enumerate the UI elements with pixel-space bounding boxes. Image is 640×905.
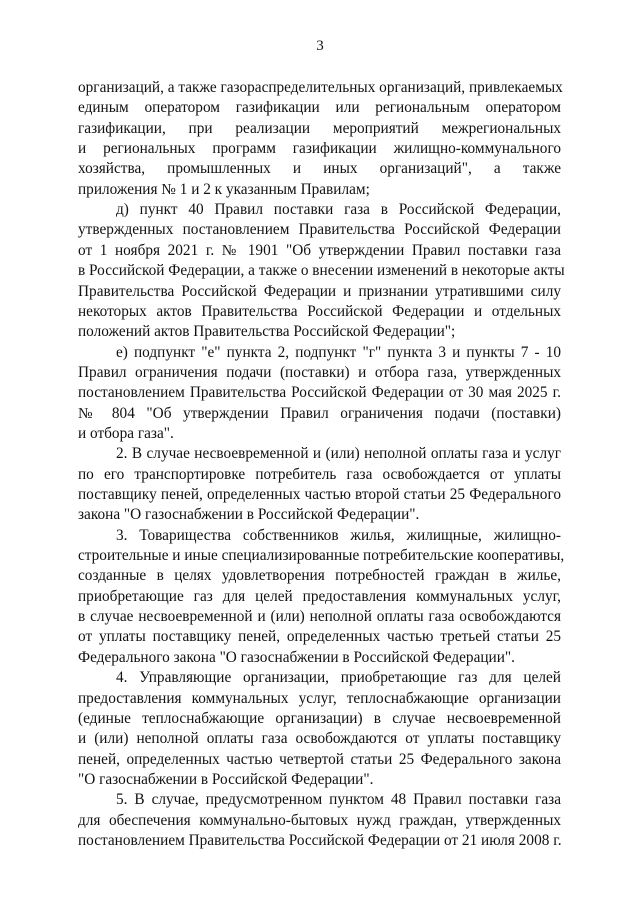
text-line: 5. В случае, предусмотренном пунктом 48 Правил поставки газа — [116, 791, 561, 809]
text-line: от уплаты поставщику пеней, определенных частью третьей статьи 25 — [78, 628, 561, 646]
text-line: в Российской Федерации, а также о внесении изменений в некоторые акты — [78, 262, 565, 280]
text-line: 3. Товарищества собственников жилья, жилищные, жилищно- — [116, 526, 561, 544]
text-line: пеней, определенных частью четвертой статьи 25 Федерального закона — [78, 750, 561, 768]
text-line: положений актов Правительства Российской Федерации"; — [78, 323, 456, 341]
text-line: поставщику пеней, определенных частью второй статьи 25 Федерального — [78, 486, 561, 503]
text-line: утвержденных постановлением Правительства Российской Федерации — [78, 221, 561, 239]
text-line: и региональных программ газификации жилищно-коммунального — [78, 140, 561, 158]
text-line: и (или) неполной оплаты газа освобождаются от уплаты поставщику — [78, 730, 561, 748]
text-line: д) пункт 40 Правил поставки газа в Российской Федерации, — [116, 201, 561, 219]
text-line: № 804 "Об утверждении Правил ограничения подачи (поставки) — [78, 404, 561, 422]
text-line: для обеспечения коммунально-бытовых нужд граждан, утвержденных — [78, 811, 561, 829]
text-line: Правительства Российской Федерации и признании утратившими силу — [78, 282, 561, 300]
text-line: организаций, а также газораспределительных организаций, привлекаемых — [78, 79, 563, 96]
text-line: приобретающие газ для целей предоставления коммунальных услуг, — [78, 587, 561, 605]
text-line: приложения № 1 и 2 к указанным Правилам; — [78, 180, 370, 198]
text-line: строительные и иные специализированные потребительские кооперативы, — [78, 547, 565, 565]
text-line: 2. В случае несвоевременной и (или) неполной оплаты газа и услуг — [116, 445, 561, 463]
text-line: Федерального закона "О газоснабжении в Российской Федерации". — [78, 648, 515, 666]
text-line: некоторых актов Правительства Российской Федерации и отдельных — [78, 302, 561, 320]
text-line: (единые теплоснабжающие организации) в случае несвоевременной — [78, 709, 561, 727]
text-line: и отбора газа". — [78, 424, 174, 442]
text-line: газификации, при реализации мероприятий межрегиональных — [78, 119, 561, 137]
text-line: от 1 ноября 2021 г. № 1901 "Об утверждении Правил поставки газа — [78, 241, 561, 259]
text-line: закона "О газоснабжении в Российской Федерации". — [78, 506, 420, 524]
text-line: "О газоснабжении в Российской Федерации". — [78, 770, 374, 788]
text-line: по его транспортировке потребитель газа освобождается от уплаты — [78, 465, 561, 483]
text-line: предоставления коммунальных услуг, теплоснабжающие организации — [78, 689, 561, 707]
text-line: постановлением Правительства Российской Федерации от 30 мая 2025 г. — [78, 384, 561, 402]
text-line: единым оператором газификации или региональным оператором — [78, 99, 561, 117]
text-line: постановлением Правительства Российской Федерации от 21 июля 2008 г. — [78, 831, 562, 849]
text-line: в случае несвоевременной и (или) неполной оплаты газа освобождаются — [78, 608, 561, 626]
text-line: е) подпункт "е" пункта 2, подпункт "г" пункта 3 и пункты 7 - 10 — [116, 343, 561, 361]
text-line: хозяйства, промышленных и иных организаций", а также — [78, 160, 561, 178]
text-line: 4. Управляющие организации, приобретающие газ для целей — [116, 669, 561, 687]
text-line: созданные в целях удовлетворения потребностей граждан в жилье, — [78, 567, 561, 585]
text-line: Правил ограничения подачи (поставки) и отбора газа, утвержденных — [78, 363, 561, 381]
page-number: 3 — [316, 38, 324, 54]
